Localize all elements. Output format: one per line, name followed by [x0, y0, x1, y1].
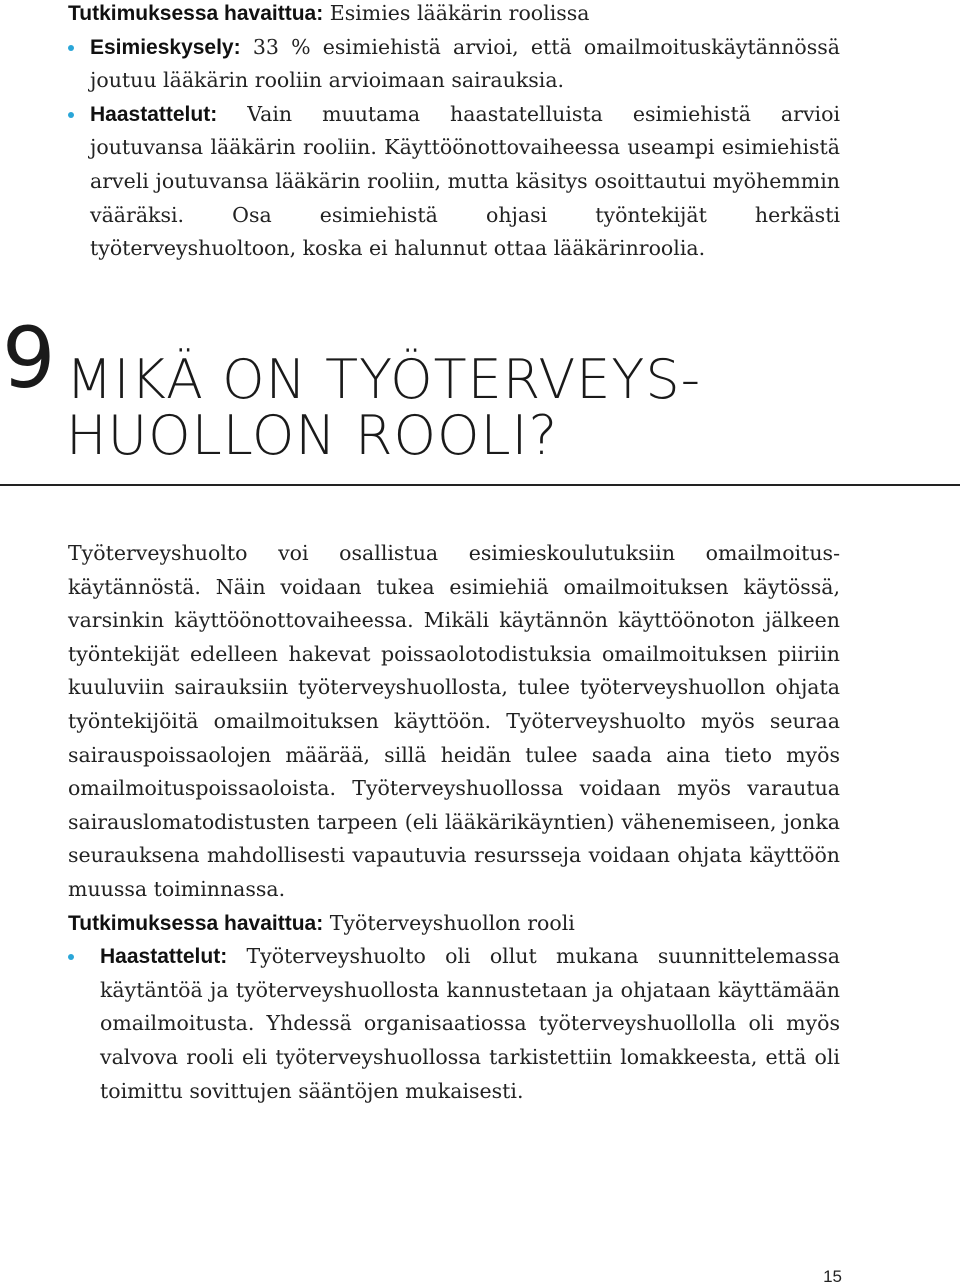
bullet-dot	[68, 112, 74, 118]
bullet-text: 33 % esimiehistä arvioi, että omailmoituskäytännössä joutuu lääkärin rooliin arvioimaan sairauksia.	[90, 34, 840, 93]
bullet-item	[68, 940, 840, 1108]
bullet-label: Haastattelut:	[100, 945, 228, 969]
bullet-text: Vain muutama haastatelluista esimiehistä arvioi joutuvansa lääkärin rooliin. Käyttöönottovaiheessa useampi esimiehistä arveli joutuvansa lääkärin rooliin, mutta käsitys osoittautui myöhemmin vääräksi. Osa esimiehistä ohjasi työntekijät herkästi työterveyshuoltoon, koska ei halunnut ottaa lääkärinroolia.	[90, 101, 840, 261]
bullet-item	[68, 31, 840, 98]
bullet-dot	[68, 45, 74, 51]
section-title-line-2: HUOLLON ROOLI?	[66, 404, 559, 467]
section-body-paragraph: Työterveyshuolto voi osallistua esimieskoulutuksiin omailmoituskäytännöstä. Näin voidaan tukea esimiehiä omailmoituksen käytössä, varsinkin käyttöönottovaiheessa. Mikäli käytännön käyttöönoton jälkeen työntekijät edelleen hakevat poissaolotodistuksia omailmoituksen piiriin kuuluviin sairauksiin työterveyshuollosta, tulee työterveyshuollon ohjata työntekijöitä omailmoituksen käyttöön. Työterveyshuolto myös seuraa sairauspoissaolojen määrää, sillä heidän tulee saada aina tieto myös omailmoituspoissaoloista. Työterveyshuollossa voidaan myös varautua sairauslomatodistusten tarpeen (eli lääkärikäyntien) vähenemiseen, jonka seurauksena mahdollisesti vapautuvia resursseja voidaan ohjata käyttöön muussa toiminnassa.	[68, 541, 840, 901]
finding-topic: Työterveyshuollon rooli	[329, 910, 575, 935]
section-finding-heading	[68, 907, 840, 941]
page-number: 15	[823, 1267, 842, 1286]
finding-label: Tutkimuksessa havaittua:	[68, 2, 324, 25]
section-title	[66, 348, 702, 467]
bullet-text: Työterveyshuolto oli ollut mukana suunnittelemassa käytäntöä ja työterveyshuollosta kannustetaan ja ohjataan käyttämään omailmoitusta. Yhdessä organisaatiossa työterveyshuollolla oli myös valvova rooli eli työterveyshuollossa tarkistettiin lomakkeesta, että oli toimittu sovittujen sääntöjen mukaisesti.	[100, 944, 840, 1103]
section-number: 9	[2, 309, 56, 407]
bullet-dot	[68, 954, 74, 960]
bullet-label: Esimieskysely:	[90, 35, 241, 59]
finding-label: Tutkimuksessa havaittua:	[68, 911, 324, 935]
top-finding-heading	[68, 0, 840, 31]
section-body-block	[68, 537, 840, 1108]
bullet-item	[68, 98, 840, 266]
top-finding-block	[68, 0, 840, 266]
section-divider	[0, 484, 960, 486]
bullet-label: Haastattelut:	[90, 102, 218, 126]
section-title-line-1: MIKÄ ON TYÖTERVEYS-	[66, 348, 702, 411]
finding-topic: Esimies lääkärin roolissa	[329, 1, 590, 25]
